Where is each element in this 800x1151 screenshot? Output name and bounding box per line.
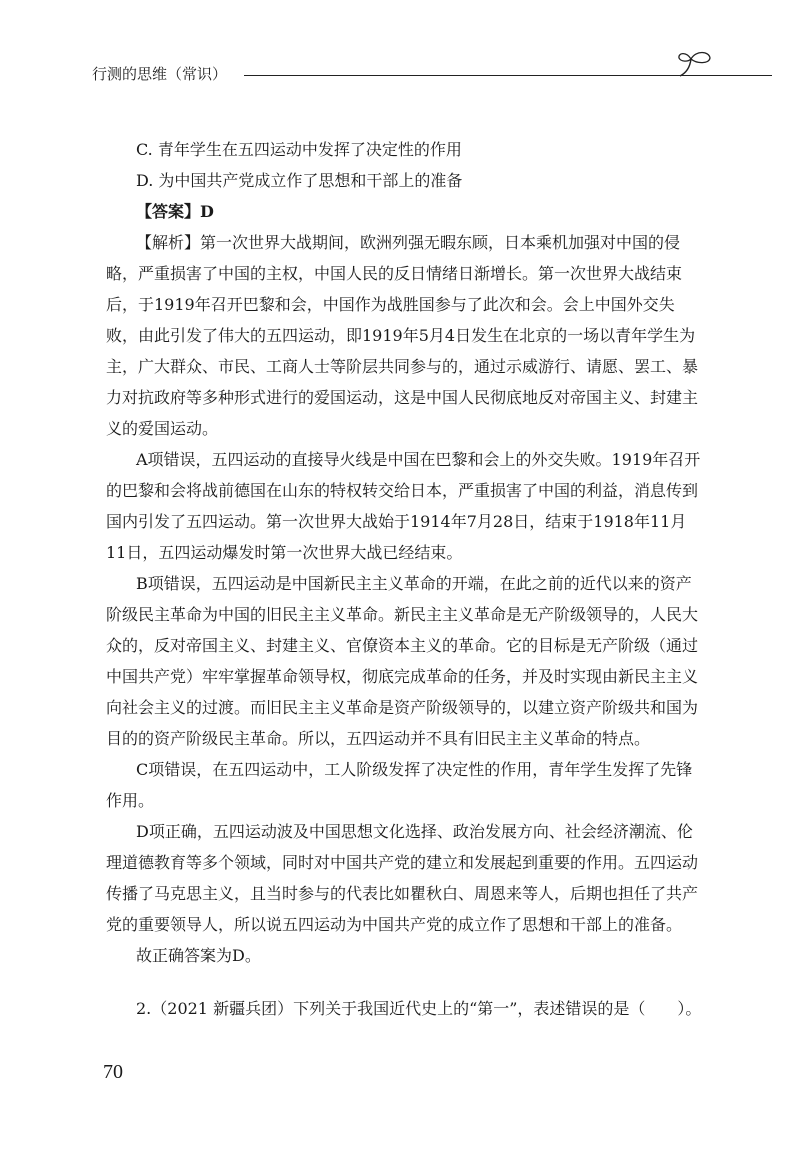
option-d: D. 为中国共产党成立作了思想和干部上的准备 xyxy=(136,171,463,190)
analysis-option-c: C项错误，在五四运动中，工人阶级发挥了决定性的作用，青年学生发挥了先锋作用。 xyxy=(106,760,693,810)
analysis-option-b: B项错误，五四运动是中国新民主主义革命的开端，在此之前的近代以来的资产阶级民主革命为中国的旧民主主义革命。新民主主义革命是无产阶级领导的，人民大众的，反对帝国主义、封建主义、官僚资本主义的革命。它的目标是无产阶级（通过中国共产党）牢牢掌握革命领导权，彻底完成革命的任务，并及时实现由新民主主义向社会主义的过渡。而旧民主主义革命是资产阶级领导的，以建立资产阶级共和国为目的的资产阶级民主革命。所以，五四运动并不具有旧民主主义革命的特点。 xyxy=(106,574,699,748)
next-question: 2.（2021 新疆兵团）下列关于我国近代史上的“第一”，表述错误的是（ ）。 xyxy=(136,999,702,1018)
spacer xyxy=(106,971,702,993)
header-title: 行测的思维（常识） xyxy=(92,65,228,83)
analysis-conclusion: 故正确答案为D。 xyxy=(136,946,261,965)
analysis-option-a: A项错误，五四运动的直接导火线是中国在巴黎和会上的外交失败。1919年召开的巴黎和会将战前德国在山东的特权转交给日本，严重损害了中国的利益，消息传到国内引发了五四运动。第一次世界大战始于1914年7月28日，结束于1918年11月11日，五四运动爆发时第一次世界大战已经结束。 xyxy=(106,450,701,562)
analysis-intro: 【解析】第一次世界大战期间，欧洲列强无暇东顾，日本乘机加强对中国的侵略，严重损害了中国的主权，中国人民的反日情绪日渐增长。第一次世界大战结束后，于1919年召开巴黎和会，中国作为战胜国参与了此次和会。会上中国外交失败，由此引发了伟大的五四运动，即1919年5月4日发生在北京的一场以青年学生为主，广大群众、市民、工商人士等阶层共同参与的，通过示威游行、请愿、罢工、暴力对抗政府等多种形式进行的爱国运动，这是中国人民彻底地反对帝国主义、封建主义的爱国运动。 xyxy=(106,233,699,438)
running-header xyxy=(92,62,712,92)
answer-line: 【答案】D xyxy=(136,202,214,221)
page-content xyxy=(106,134,702,1024)
page-number: 70 xyxy=(103,1061,123,1083)
option-c: C. 青年学生在五四运动中发挥了决定性的作用 xyxy=(136,140,462,159)
analysis-option-d: D项正确，五四运动波及中国思想文化选择、政治发展方向、社会经济潮流、伦理道德教育等多个领域，同时对中国共产党的建立和发展起到重要的作用。五四运动传播了马克思主义，且当时参与的代表比如瞿秋白、周恩来等人，后期也担任了共产党的重要领导人，所以说五四运动为中国共产党的成立作了思想和干部上的准备。 xyxy=(106,822,699,934)
sprout-icon xyxy=(676,49,714,77)
